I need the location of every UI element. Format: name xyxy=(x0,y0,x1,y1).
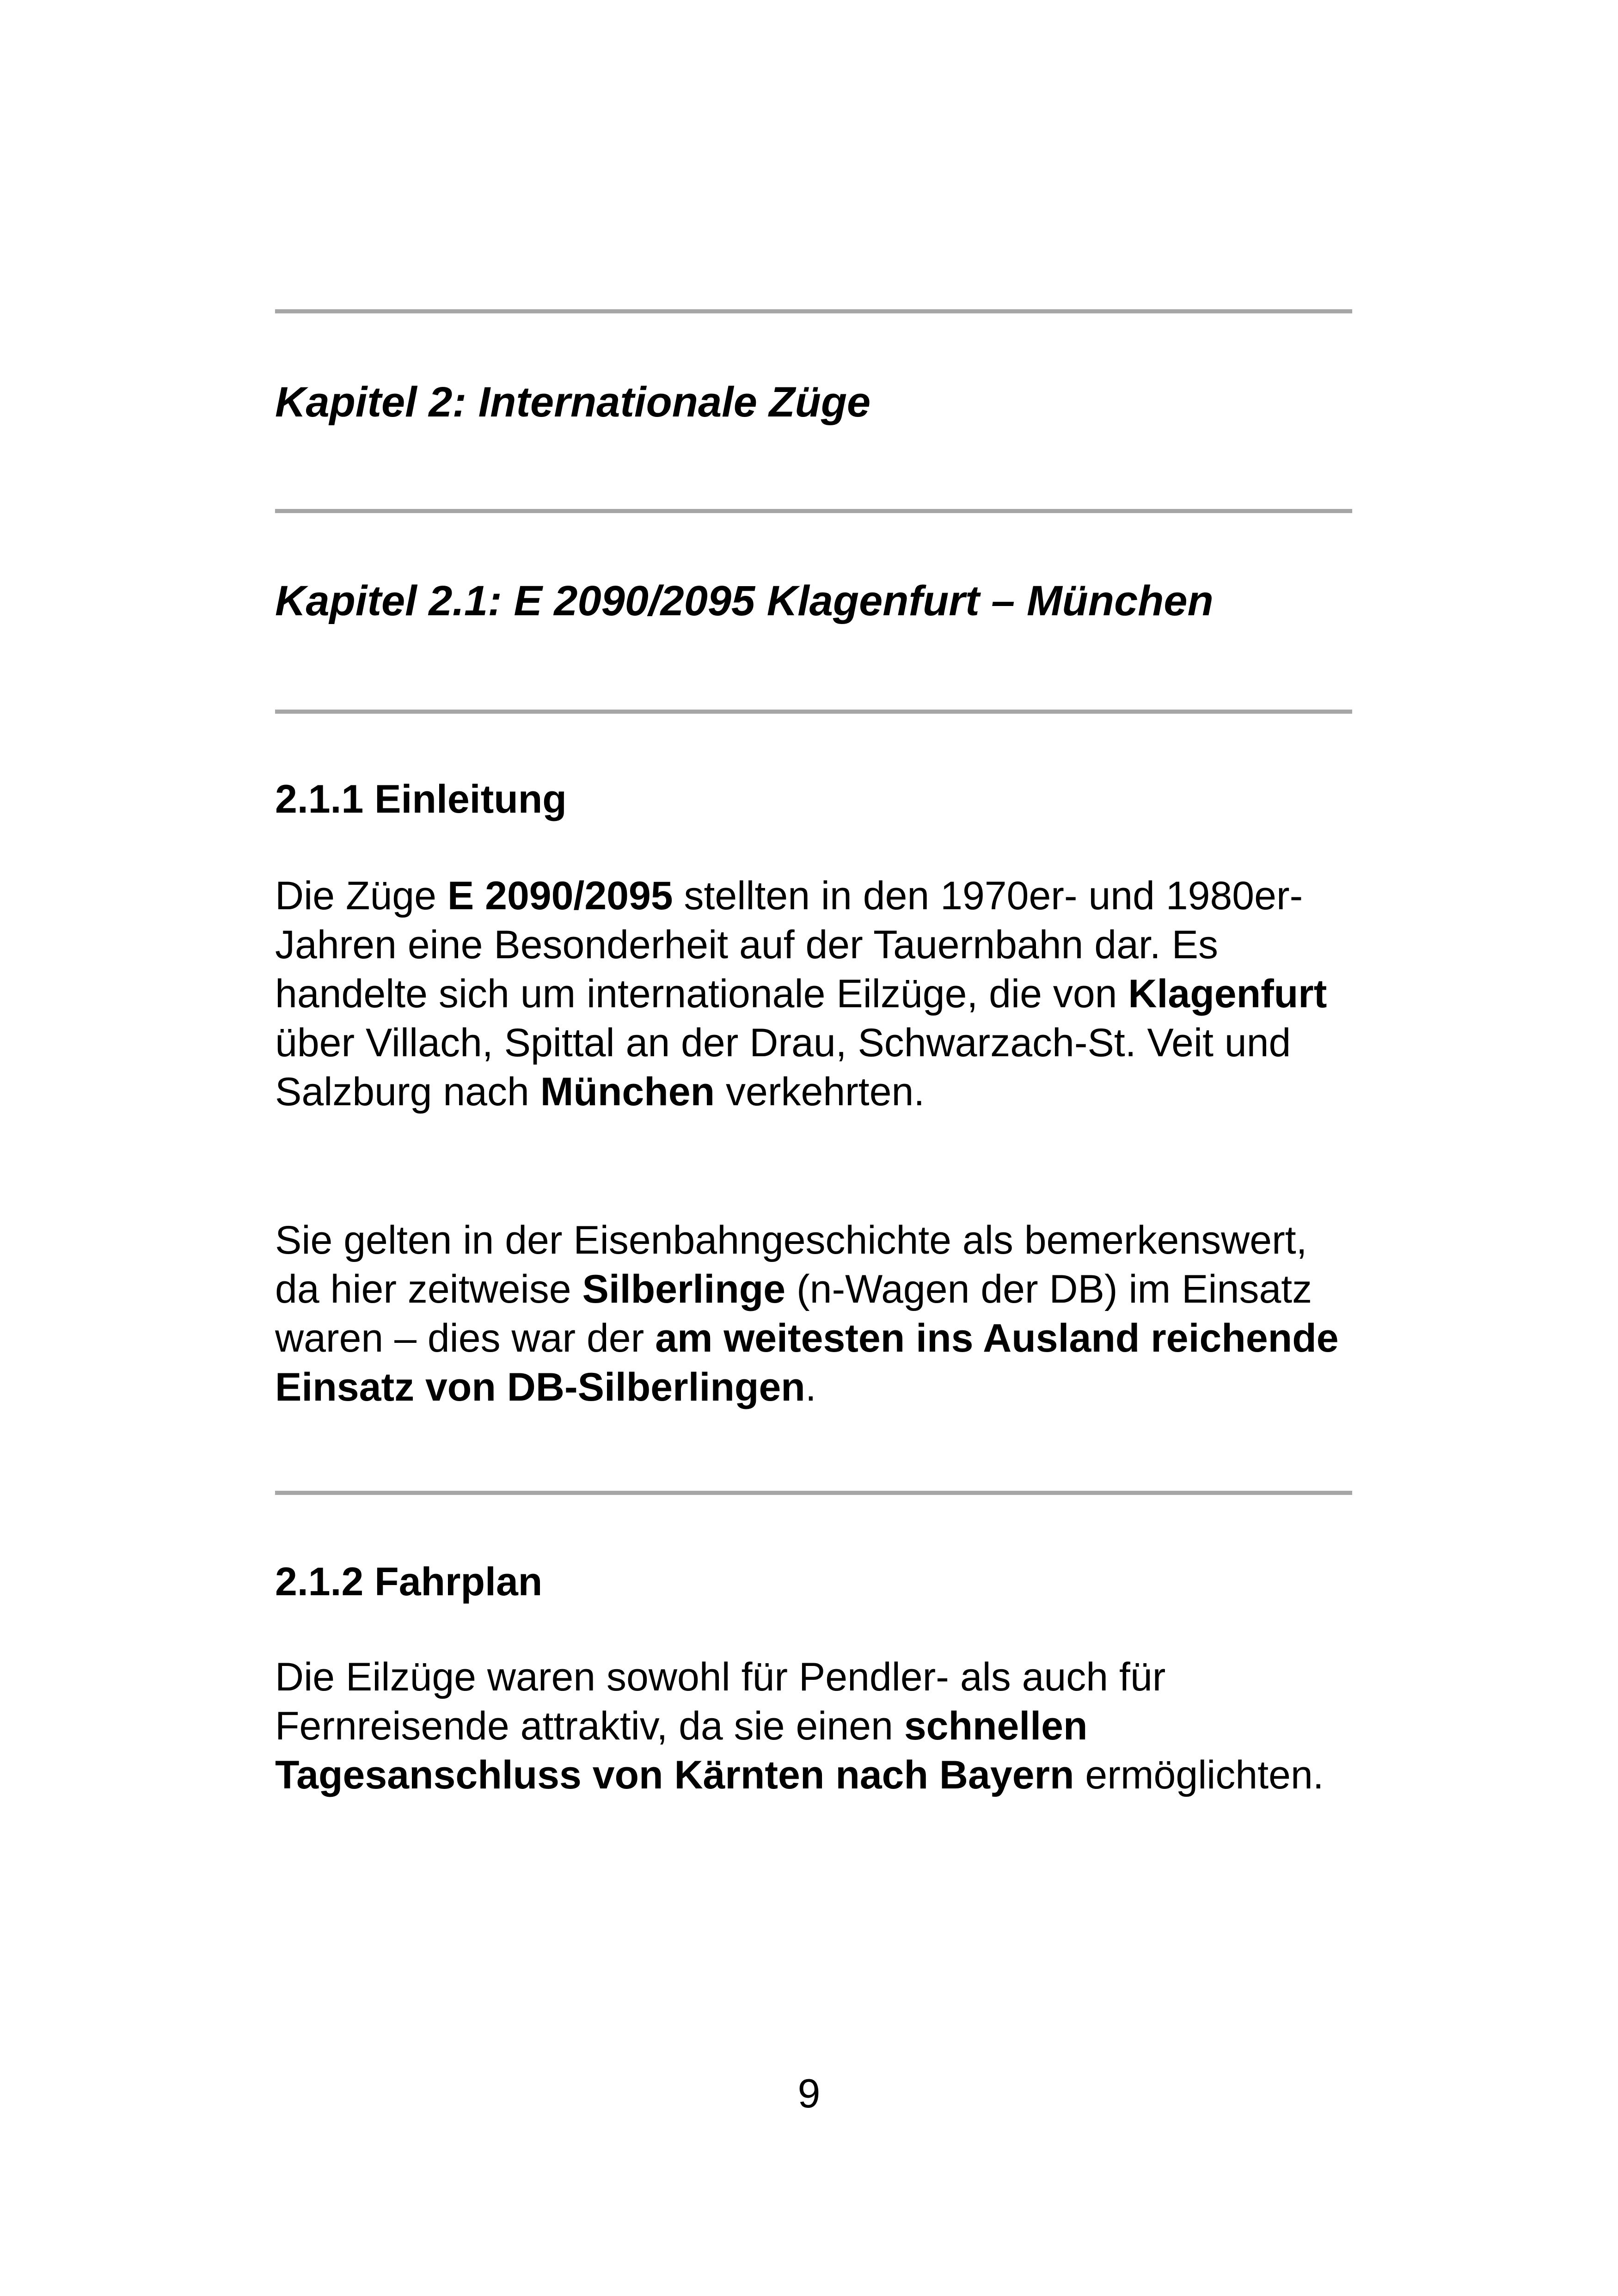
text-run: Die Eilzüge waren sowohl für Pendler- als auch für Fernreisende attraktiv, da sie einen xyxy=(275,1655,1166,1748)
section-heading-einleitung: 2.1.1 Einleitung xyxy=(275,777,567,821)
text-run: Sie gelten in der Eisenbahngeschichte als bemerkenswert, da hier zeitweise xyxy=(275,1218,1307,1311)
divider-rule xyxy=(275,1491,1352,1495)
text-run: über Villach, Spittal an der Drau, Schwarzach-St. Veit und Salzburg nach xyxy=(275,1021,1291,1114)
text-run-bold: München xyxy=(540,1070,715,1114)
text-run-bold: Klagenfurt xyxy=(1128,972,1327,1016)
section-heading-fahrplan: 2.1.2 Fahrplan xyxy=(275,1560,543,1604)
text-run: (n-Wagen der DB) im Einsatz waren – dies war der xyxy=(275,1267,1312,1360)
text-run: Die Züge xyxy=(275,874,447,918)
chapter-title: Kapitel 2: Internationale Züge xyxy=(275,379,871,426)
text-run-bold: E 2090/2095 xyxy=(447,874,673,918)
divider-rule xyxy=(275,509,1352,513)
text-run: . xyxy=(805,1365,816,1409)
paragraph-einleitung-2 xyxy=(275,1216,1352,1412)
page-number: 9 xyxy=(797,2070,821,2116)
divider-rule xyxy=(275,710,1352,714)
paragraph-einleitung-1 xyxy=(275,871,1352,1116)
paragraph-fahrplan-1 xyxy=(275,1653,1352,1800)
text-run-bold: Silberlinge xyxy=(582,1267,786,1311)
divider-rule xyxy=(275,309,1352,313)
text-run: ermöglichten. xyxy=(1074,1753,1324,1797)
text-run: verkehrten. xyxy=(715,1070,925,1114)
subchapter-title: Kapitel 2.1: E 2090/2095 Klagenfurt – München xyxy=(275,577,1214,625)
text-run-bold: am weitesten ins Ausland reichende Einsatz von DB-Silberlingen xyxy=(275,1316,1339,1409)
text-run: stellten in den 1970er- und 1980er-Jahren eine Besonderheit auf der Tauernbahn dar. Es handelte sich um internationale Eilzüge, die von xyxy=(275,874,1303,1016)
text-run-bold: schnellen Tagesanschluss von Kärnten nach Bayern xyxy=(275,1704,1088,1797)
